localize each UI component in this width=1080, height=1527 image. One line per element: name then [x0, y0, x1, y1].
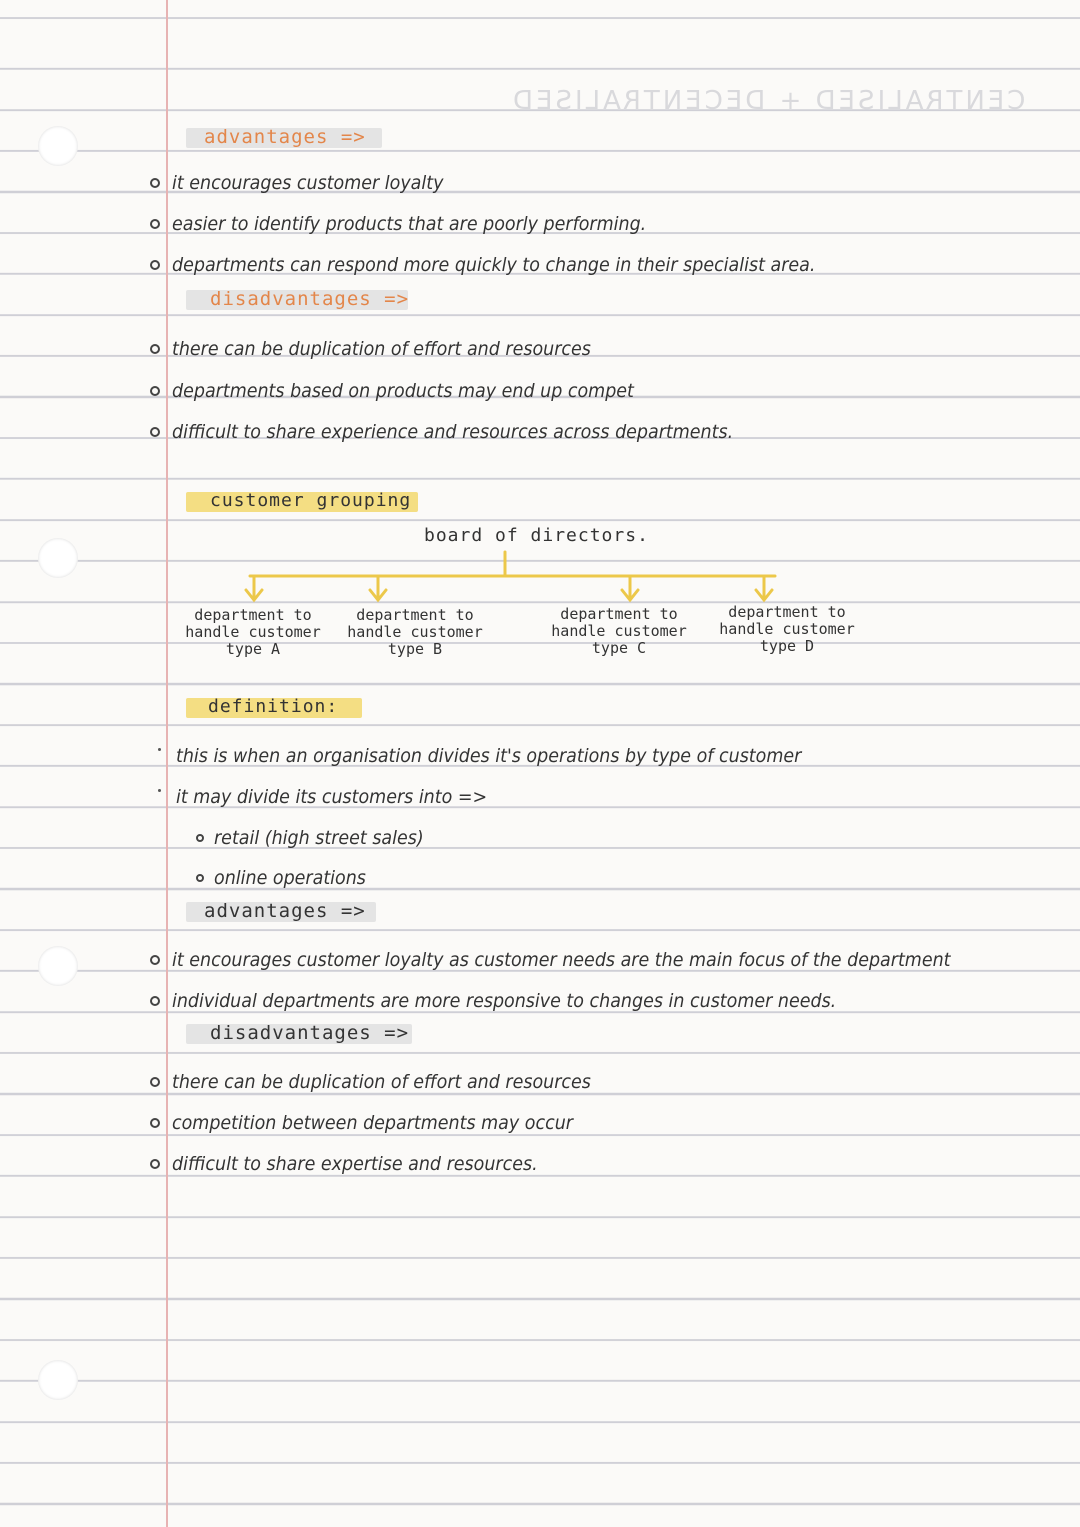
bullet-icon [150, 955, 160, 965]
bullet-dot [158, 748, 161, 751]
list-item: there can be duplication of effort and resources [150, 1071, 627, 1093]
disadvantages-heading-2: disadvantages => [210, 1022, 410, 1044]
definition-line: it may divide its customers into => [176, 786, 488, 808]
list-item: departments can respond more quickly to change in their specialist area. [150, 254, 871, 276]
advantages-heading-1: advantages => [204, 126, 366, 148]
bleed-through-title: CENTRALISED + DECENTRALISED [510, 86, 1026, 116]
bullet-dot [158, 789, 161, 792]
list-item: there can be duplication of effort and resources [150, 338, 627, 360]
definition-heading: definition: [208, 696, 339, 717]
list-item: difficult to share expertise and resources. [150, 1153, 569, 1175]
list-item: departments based on products may end up compet [150, 380, 674, 402]
bullet-icon [150, 1077, 160, 1087]
sub-list-item: online operations [196, 867, 379, 889]
bullet-icon [150, 1159, 160, 1169]
department-node-c: department to handle customer type C [551, 605, 687, 657]
department-node-a: department to handle customer type A [185, 606, 321, 658]
bullet-icon [196, 834, 204, 842]
advantages-heading-2: advantages => [204, 900, 366, 922]
list-item: easier to identify products that are poorly performing. [150, 213, 687, 235]
bullet-icon [196, 874, 204, 882]
definition-line: this is when an organisation divides it's operations by type of customer [176, 745, 802, 767]
bullet-icon [150, 996, 160, 1006]
customer-grouping-heading: customer grouping [210, 490, 412, 511]
list-item: competition between departments may occur [150, 1112, 608, 1134]
board-of-directors: board of directors. [424, 525, 649, 546]
bullet-icon [150, 1118, 160, 1128]
list-item: it encourages customer loyalty as customer needs are the main focus of the department [150, 949, 1018, 971]
department-node-b: department to handle customer type B [347, 606, 483, 658]
disadvantages-heading-1: disadvantages => [210, 288, 410, 310]
list-item: it encourages customer loyalty [150, 172, 467, 194]
sub-list-item: retail (high street sales) [196, 827, 442, 849]
list-item: difficult to share experience and resources across departments. [150, 421, 782, 443]
list-item: individual departments are more responsive to changes in customer needs. [150, 990, 894, 1012]
department-node-d: department to handle customer type D [719, 603, 855, 655]
